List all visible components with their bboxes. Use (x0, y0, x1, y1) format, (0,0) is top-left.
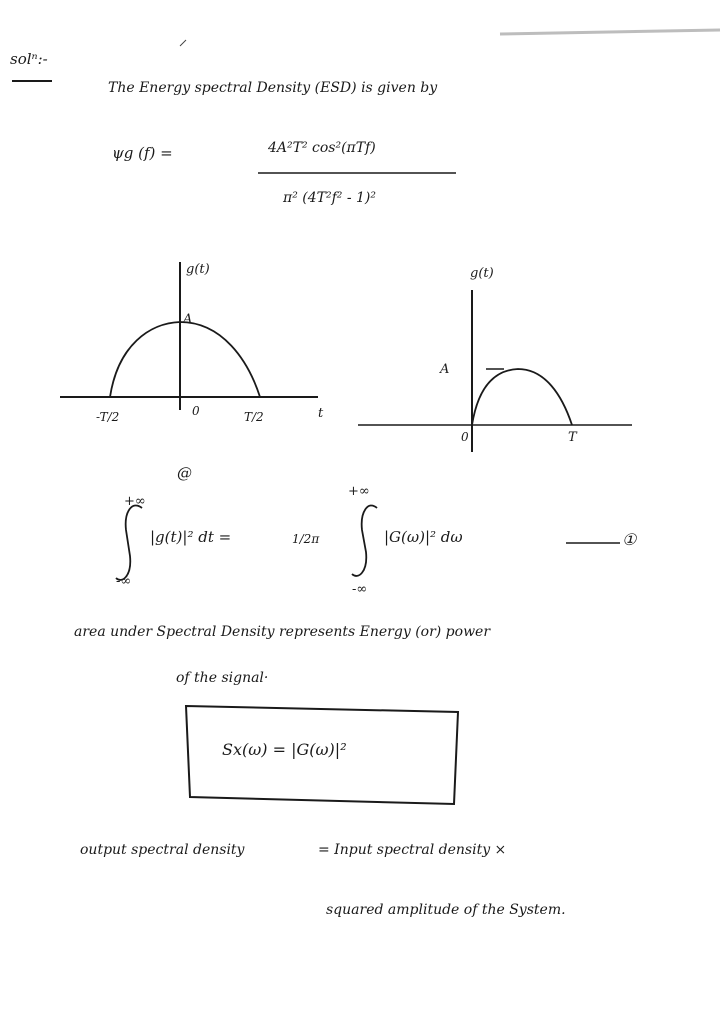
equation-number: ① (622, 530, 637, 549)
graph-a-cosine-pulse (110, 322, 260, 397)
output-line-1-right: = Input spectral density × (318, 842, 507, 858)
left-lower-limit: -∞ (116, 574, 132, 589)
solution-label: solⁿ:- (10, 50, 48, 68)
left-integrand: |g(t)|² dt = (150, 528, 232, 546)
graph-b-sine-pulse (472, 369, 572, 425)
esd-lhs: ψg (f) = (112, 144, 173, 162)
graph-b (358, 290, 632, 452)
graph-a-left-tick: -T/2 (96, 410, 120, 424)
graph-b-t-label: T (568, 430, 577, 445)
smudge-mark (500, 30, 720, 34)
intro-line: The Energy spectral Density (ESD) is given by (108, 80, 438, 96)
two-pi-factor: 1/2π (292, 532, 320, 546)
left-upper-limit: +∞ (124, 494, 146, 509)
integral-sign-left (116, 505, 142, 579)
graph-b-origin: 0 (461, 430, 469, 444)
output-line-2: squared amplitude of the System. (326, 902, 566, 918)
statement-line-2: of the signal· (176, 670, 269, 686)
output-line-1-left: output spectral density (80, 842, 245, 858)
right-lower-limit: -∞ (352, 582, 368, 597)
graph-a-right-tick: T/2 (244, 410, 264, 424)
graph-b-amp-label: A (440, 362, 450, 377)
graph-b-y-label: g(t) (470, 266, 494, 281)
graph-a-peak-label: A (183, 312, 193, 327)
esd-numerator: 4A²T² cos²(πTf) (268, 140, 376, 156)
right-upper-limit: +∞ (348, 484, 370, 499)
boxed-formula: Sx(ω) = |G(ω)|² (222, 740, 347, 759)
integral-sign-right (352, 505, 377, 575)
graph-a (60, 262, 318, 410)
graph-a-caption: @ (177, 464, 192, 482)
graph-a-y-label: g(t) (186, 262, 210, 277)
statement-line-1: area under Spectral Density represents Energy (or) power (74, 624, 491, 640)
right-integrand: |G(ω)|² dω (384, 528, 463, 546)
tick-mark (180, 40, 186, 46)
solution-underline (12, 80, 52, 82)
graph-a-origin: 0 (192, 404, 200, 418)
graph-a-t-label: t (318, 406, 324, 421)
esd-denominator: π² (4T²f² - 1)² (283, 190, 376, 206)
